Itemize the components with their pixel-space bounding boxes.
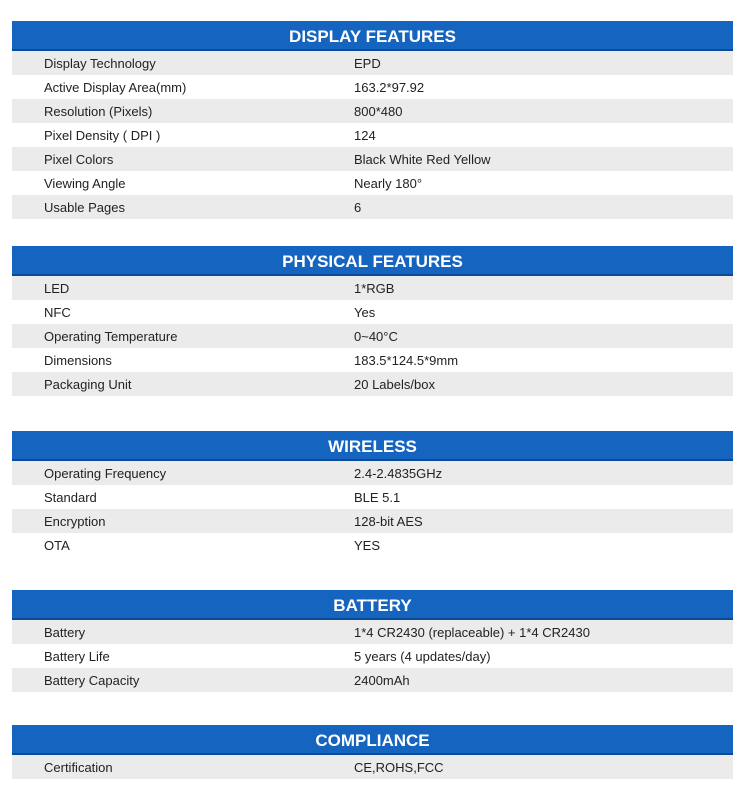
spec-label: Usable Pages [44, 199, 125, 215]
section-title: DISPLAY FEATURES [289, 27, 456, 46]
display-features-section [12, 21, 733, 219]
spec-value: YES [354, 537, 381, 553]
spec-row [12, 755, 733, 779]
spec-value: 800*480 [354, 103, 403, 119]
spec-rows [12, 276, 733, 396]
spec-row [12, 171, 733, 195]
spec-row [12, 509, 733, 533]
spec-label: Battery Capacity [44, 672, 140, 688]
section-title: PHYSICAL FEATURES [282, 252, 463, 271]
spec-row [12, 51, 733, 75]
spec-label: Standard [44, 489, 97, 505]
spec-label: Resolution (Pixels) [44, 103, 153, 119]
spec-label: Battery [44, 624, 86, 640]
spec-value: 124 [354, 127, 376, 143]
spec-value: Black White Red Yellow [354, 151, 491, 167]
spec-value: Yes [354, 304, 376, 320]
spec-row [12, 485, 733, 509]
spec-label: Display Technology [44, 55, 156, 71]
spec-label: Dimensions [44, 352, 112, 368]
compliance-section [12, 725, 733, 779]
wireless-section [12, 431, 733, 557]
spec-value: 2400mAh [354, 672, 410, 688]
spec-row [12, 147, 733, 171]
spec-rows [12, 461, 733, 557]
spec-row [12, 123, 733, 147]
spec-row [12, 372, 733, 396]
section-header [12, 725, 733, 755]
spec-row [12, 99, 733, 123]
spec-value: 20 Labels/box [354, 376, 435, 392]
spec-row [12, 461, 733, 485]
spec-row [12, 276, 733, 300]
spec-label: NFC [44, 304, 71, 320]
spec-value: EPD [354, 55, 381, 71]
spec-label: LED [44, 280, 70, 296]
spec-row [12, 195, 733, 219]
spec-value: 163.2*97.92 [354, 79, 425, 95]
spec-row [12, 620, 733, 644]
spec-value: 2.4-2.4835GHz [354, 465, 443, 481]
physical-features-section [12, 246, 733, 396]
spec-value: Nearly 180° [354, 175, 423, 191]
spec-value: CE,ROHS,FCC [354, 759, 444, 775]
spec-row [12, 75, 733, 99]
spec-row [12, 668, 733, 692]
spec-value: 1*RGB [354, 280, 395, 296]
spec-rows [12, 755, 733, 779]
spec-label: Battery Life [44, 648, 110, 664]
spec-label: Operating Temperature [44, 328, 178, 344]
spec-rows [12, 51, 733, 219]
section-header [12, 246, 733, 276]
spec-row [12, 324, 733, 348]
spec-label: Operating Frequency [44, 465, 167, 481]
spec-value: 6 [354, 199, 362, 215]
spec-row [12, 533, 733, 557]
spec-value: 183.5*124.5*9mm [354, 352, 459, 368]
spec-row [12, 300, 733, 324]
spec-value: 128-bit AES [354, 513, 423, 529]
section-title: BATTERY [333, 596, 412, 615]
section-header [12, 21, 733, 51]
section-header [12, 590, 733, 620]
spec-value: 0~40°C [354, 328, 398, 344]
spec-value: 5 years (4 updates/day) [354, 648, 491, 664]
spec-label: Pixel Colors [44, 151, 114, 167]
spec-label: Certification [44, 759, 113, 775]
section-title: WIRELESS [328, 437, 417, 456]
spec-row [12, 348, 733, 372]
spec-value: 1*4 CR2430 (replaceable) + 1*4 CR2430 [354, 624, 590, 640]
section-header [12, 431, 733, 461]
spec-value: BLE 5.1 [354, 489, 401, 505]
spec-label: Active Display Area(mm) [44, 79, 187, 95]
spec-label: Encryption [44, 513, 106, 529]
spec-label: Pixel Density ( DPI ) [44, 127, 161, 143]
section-title: COMPLIANCE [315, 731, 430, 750]
spec-row [12, 644, 733, 668]
spec-label: Viewing Angle [44, 175, 126, 191]
battery-section [12, 590, 733, 692]
spec-rows [12, 620, 733, 692]
spec-label: Packaging Unit [44, 376, 132, 392]
spec-label: OTA [44, 537, 70, 553]
